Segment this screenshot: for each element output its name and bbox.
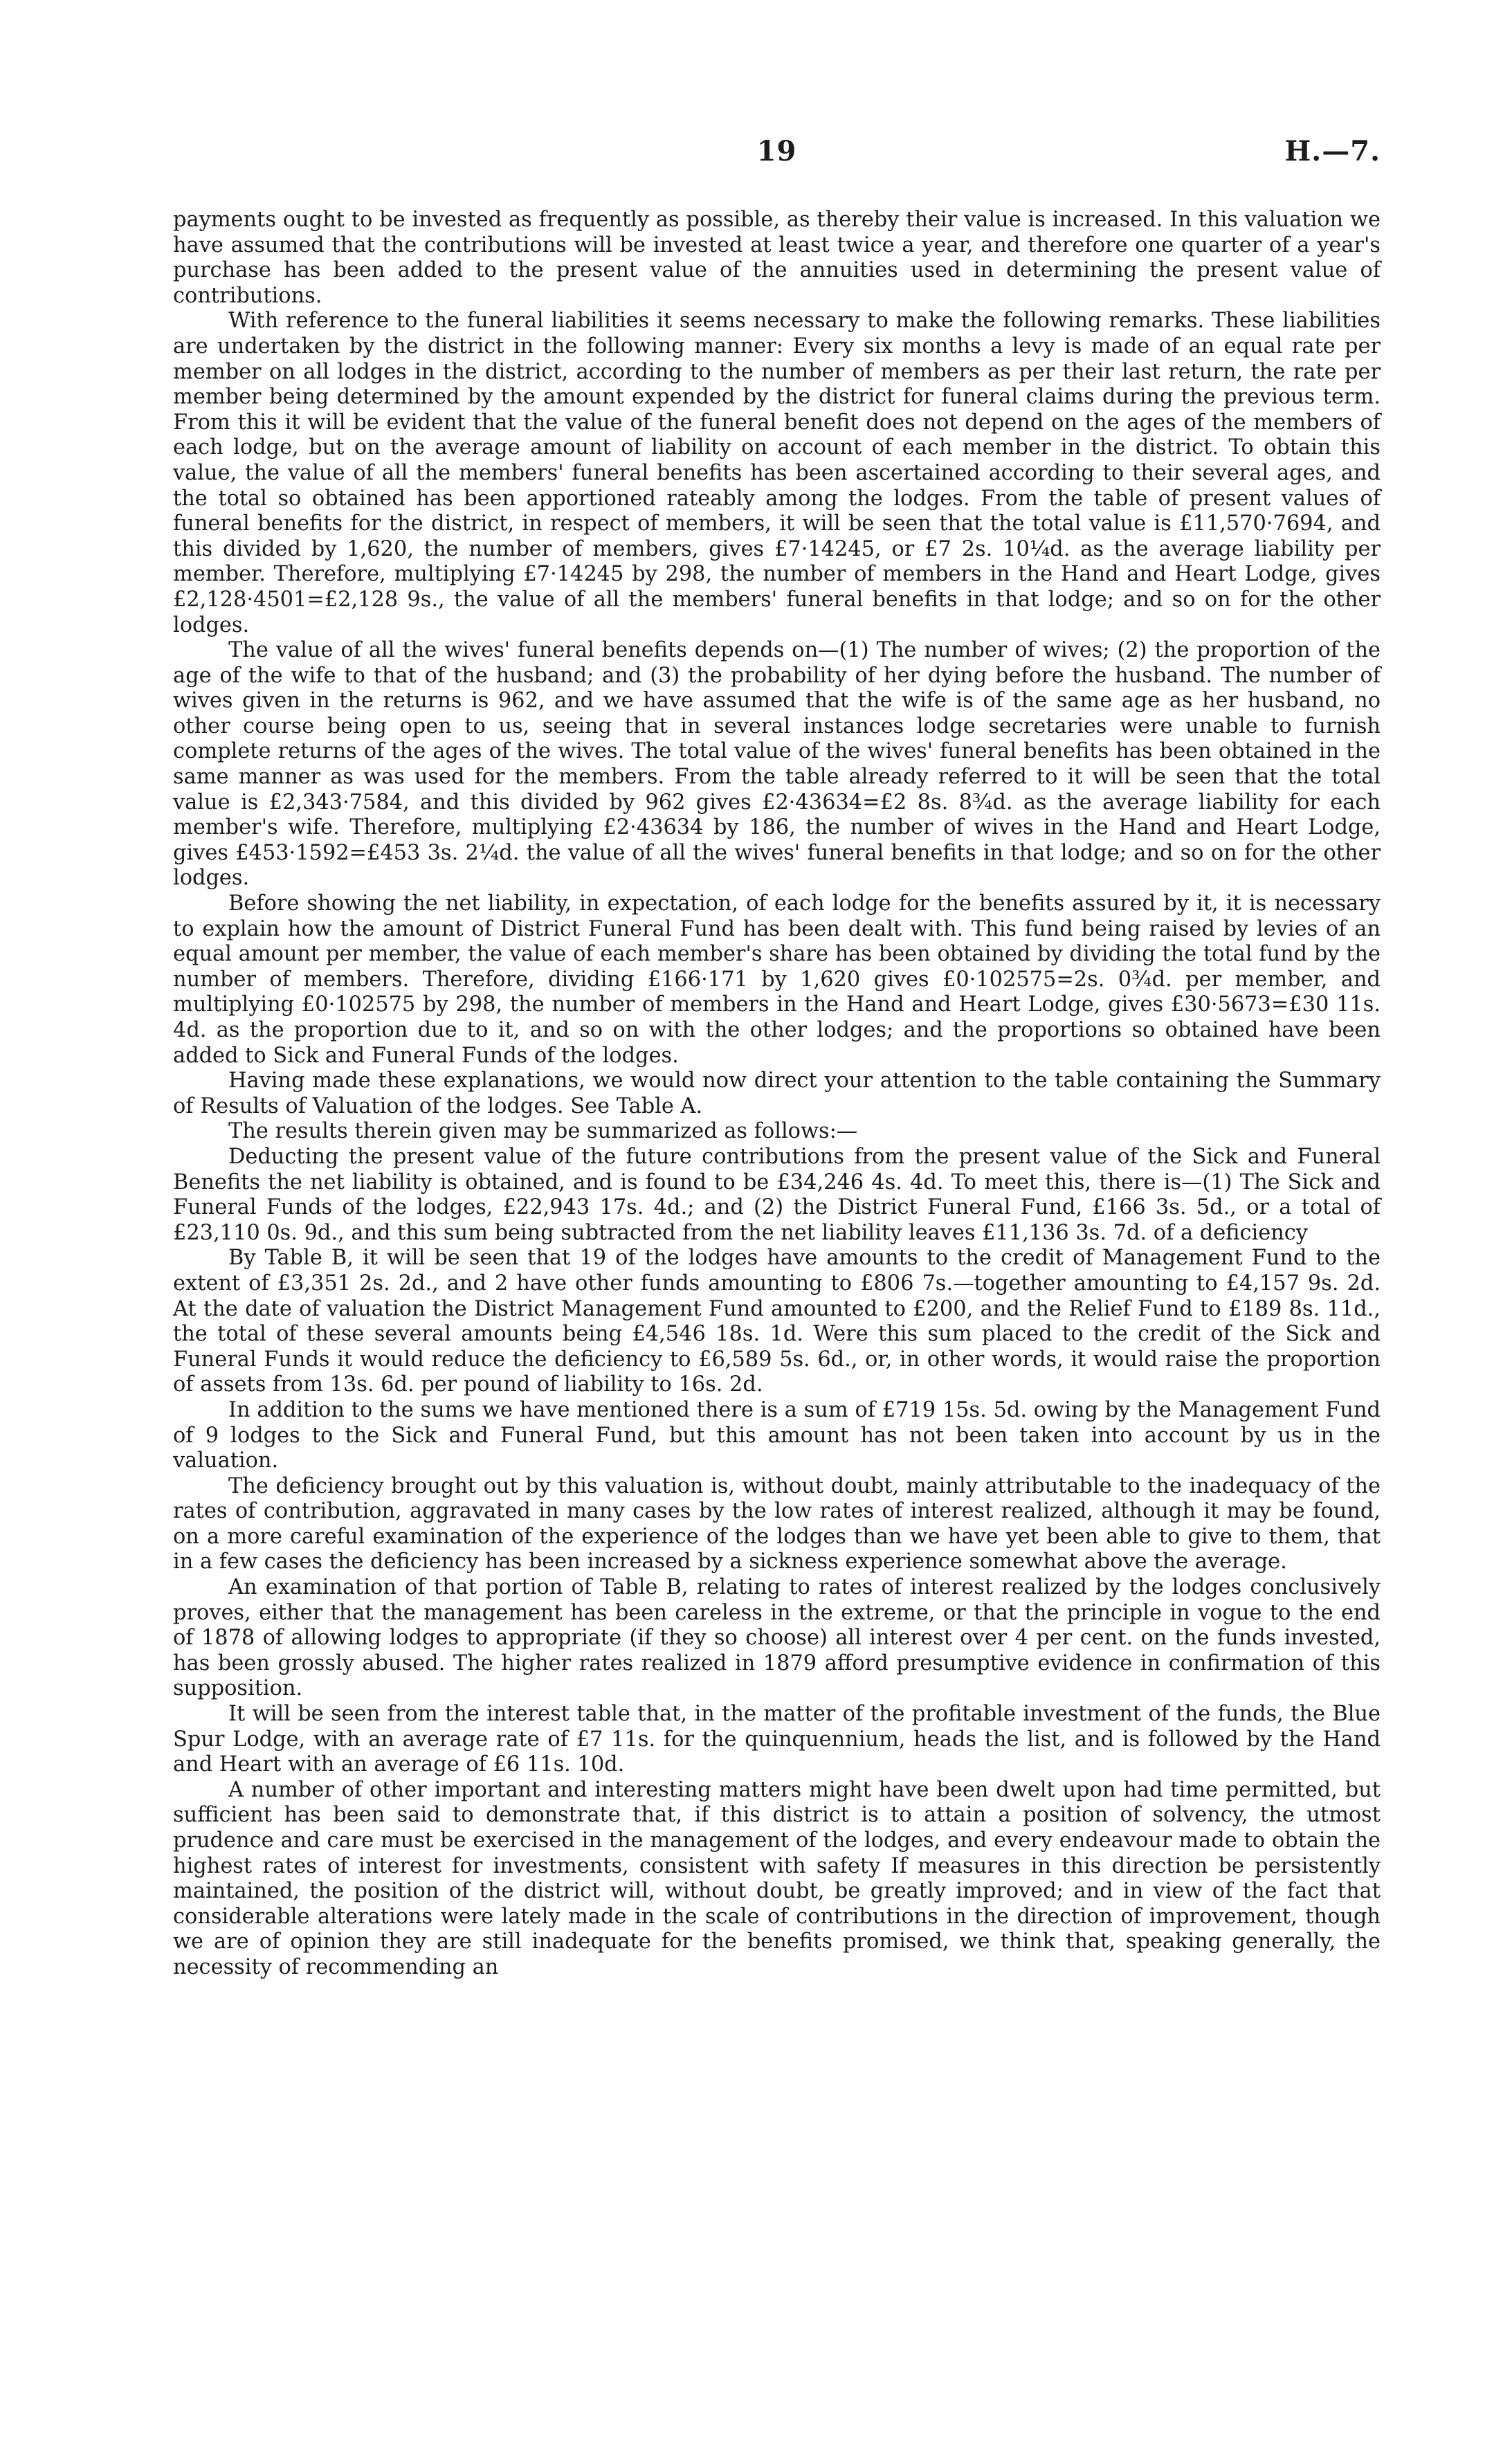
paragraph: An examination of that portion of Table B, relating to rates of interest realized by the lodges conclusively proves, either that the management has been careless in the extreme, or that the principle in vogue to the end of 1878 of allowing lodges to appropriate (if they so choose) all interest over 4 per cent. on the funds invested, has been grossly abused. The higher rates realized in 1879 afford presumptive evidence in confirmation of this supposition.	[173, 1575, 1381, 1701]
paragraph: Having made these explanations, we would now direct your attention to the table containing the Summary of Results of Valuation of the lodges. See Table A.	[173, 1069, 1381, 1118]
paragraph: In addition to the sums we have mentioned there is a sum of £719 15s. 5d. owing by the Management Fund of 9 lodges to the Sick and Funeral Fund, but this amount has not been taken into account by us in the valuation.	[173, 1397, 1381, 1473]
paragraph: The results therein given may be summarized as follows:—	[228, 1119, 858, 1144]
document-reference: H.—7.	[1284, 135, 1381, 167]
paragraph: Before showing the net liability, in expectation, of each lodge for the benefits assured by it, it is necessary to explain how the amount of District Funeral Fund has been dealt with. This fund being raised by levies of an equal amount per member, the value of each member's share has been obtained by dividing the total fund by the number of members. Therefore, dividing £166·171 by 1,620 gives £0·102575=2s. 0¾d. per member, and multiplying £0·102575 by 298, the number of members in the Hand and Heart Lodge, gives £30·5673=£30 11s. 4d. as the proportion due to it, and so on with the other lodges; and the proportions so obtained have been added to Sick and Funeral Funds of the lodges.	[173, 891, 1381, 1068]
paragraph: It will be seen from the interest table that, in the matter of the profitable investment of the funds, the Blue Spur Lodge, with an average rate of £7 11s. for the quinquennium, heads the list, and is followed by the Hand and Heart with an average of £6 11s. 10d.	[173, 1702, 1381, 1777]
page-number: 19	[756, 135, 797, 167]
paragraph: By Table B, it will be seen that 19 of the lodges have amounts to the credit of Management Fund to the extent of £3,351 2s. 2d., and 2 have other funds amounting to £806 7s.—together amounting to £4,157 9s. 2d. At the date of valuation the District Management Fund amounted to £200, and the Relief Fund to £189 8s. 11d., the total of these several amounts being £4,546 18s. 1d. Were this sum placed to the credit of the Sick and Funeral Funds it would reduce the deficiency to £6,589 5s. 6d., or, in other words, it would raise the proportion of assets from 13s. 6d. per pound of liability to 16s. 2d.	[173, 1246, 1381, 1397]
page-header	[173, 135, 1381, 176]
body-text	[173, 208, 1381, 1981]
paragraph: A number of other important and interesting matters might have been dwelt upon had time permitted, but sufficient has been said to demonstrate that, if this district is to attain a position of solvency, the utmost prudence and care must be exercised in the management of the lodges, and every endeavour made to obtain the highest rates of interest for investments, consistent with safety If measures in this direction be persistently maintained, the position of the district will, without doubt, be greatly improved; and in view of the fact that considerable alterations were lately made in the scale of contributions in the direction of improvement, though we are of opinion they are still inadequate for the benefits promised, we think that, speaking generally, the necessity of recommending an	[173, 1777, 1381, 1979]
paragraph: Deducting the present value of the future contributions from the present value of the Sick and Funeral Benefits the net liability is obtained, and is found to be £34,246 4s. 4d. To meet this, there is—(1) The Sick and Funeral Funds of the lodges, £22,943 17s. 4d.; and (2) the District Funeral Fund, £166 3s. 5d., or a total of £23,110 0s. 9d., and this sum being subtracted from the net liability leaves £11,136 3s. 7d. of a deficiency	[173, 1144, 1381, 1245]
paragraph: With reference to the funeral liabilities it seems necessary to make the following remarks. These liabilities are undertaken by the district in the following manner: Every six months a levy is made of an equal rate per member on all lodges in the district, according to the number of members as per their last return, the rate per member being determined by the amount expended by the district for funeral claims during the previous term. From this it will be evident that the value of the funeral benefit does not depend on the ages of the members of each lodge, but on the average amount of liability on account of each member in the district. To obtain this value, the value of all the members' funeral benefits has been ascertained according to their several ages, and the total so obtained has been apportioned rateably among the lodges. From the table of present values of funeral benefits for the district, in respect of members, it will be seen that the total value is £11,570·7694, and this divided by 1,620, the number of members, gives £7·14245, or £7 2s. 10¼d. as the average liability per member. Therefore, multiplying £7·14245 by 298, the number of members in the Hand and Heart Lodge, gives £2,128·4501=£2,128 9s., the value of all the members' funeral benefits in that lodge; and so on for the other lodges.	[173, 309, 1381, 637]
paragraph: The value of all the wives' funeral benefits depends on—(1) The number of wives; (2) the proportion of the age of the wife to that of the husband; and (3) the probability of her dying before the husband. The number of wives given in the returns is 962, and we have assumed that the wife is of the same age as her husband, no other course being open to us, seeing that in several instances lodge secretaries were unable to furnish complete returns of the ages of the wives. The total value of the wives' funeral benefits has been obtained in the same manner as was used for the members. From the table already referred to it will be seen that the total value is £2,343·7584, and this divided by 962 gives £2·43634=£2 8s. 8¾d. as the average liability for each member's wife. Therefore, multiplying £2·43634 by 186, the number of wives in the Hand and Heart Lodge, gives £453·1592=£453 3s. 2¼d. the value of all the wives' funeral benefits in that lodge; and so on for the other lodges.	[173, 638, 1381, 891]
paragraph: payments ought to be invested as frequently as possible, as thereby their value is increased. In this valuation we have assumed that the contributions will be invested at least twice a year, and therefore one quarter of a year's purchase has been added to the present value of the annuities used in determining the present value of contributions.	[173, 208, 1381, 308]
paragraph: The deficiency brought out by this valuation is, without doubt, mainly attributable to the inadequacy of the rates of contribution, aggravated in many cases by the low rates of interest realized, although it may be found, on a more careful examination of the experience of the lodges than we have yet been able to give to them, that in a few cases the deficiency has been increased by a sickness experience somewhat above the average.	[173, 1473, 1381, 1574]
